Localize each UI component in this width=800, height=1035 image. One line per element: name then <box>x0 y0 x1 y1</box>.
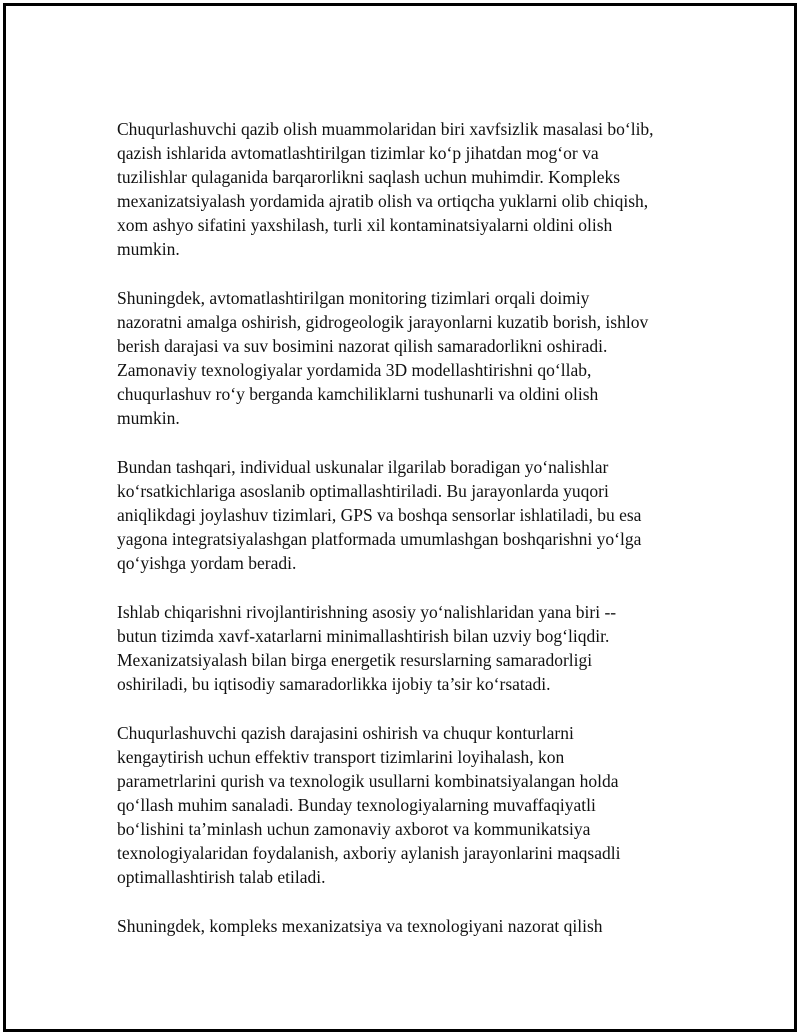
paragraph-1: Chuqurlashuvchi qazib olish muammolaridan biri xavfsizlik masalasi bo‘lib, qazish ishlarida avtomatlashtirilgan tizimlar ko‘p jihatdan mog‘or va tuzilishlar qulaganida barqarorlikni saqlash uchun muhimdir. Kompleks mexanizatsiyalash yordamida ajratib olish va ortiqcha yuklarni olib chiqish, xom ashyo sifatini yaxshilash, turli xil kontaminatsiyalarni oldini olish mumkin. <box>117 119 654 259</box>
paragraph-6: Shuningdek, kompleks mexanizatsiya va texnologiyani nazorat qilish <box>117 916 603 936</box>
paragraph-2: Shuningdek, avtomatlashtirilgan monitoring tizimlari orqali doimiy nazoratni amalga oshirish, gidrogeologik jarayonlarni kuzatib borish, ishlov berish darajasi va suv bosimini nazorat qilish samaradorlikni oshiradi. Zamonaviy texnologiyalar yordamida 3D modellashtirishni qo‘llab, chuqurlashuv ro‘y berganda kamchiliklarni tushunarli va oldini olish mumkin. <box>117 288 649 428</box>
paragraph-5: Chuqurlashuvchi qazish darajasini oshirish va chuqur konturlarni kengaytirish uchun effektiv transport tizimlarini loyihalash, kon parametrlarini qurish va texnologik usullarni kombinatsiyalangan holda qo‘llash muhim sanaladi. Bunday texnologiyalarning muvaffaqiyatli bo‘lishini ta’minlash uchun zamonaviy axborot va kommunikatsiya texnologiyalaridan foydalanish, axboriy aylanish jarayonlarini maqsadli optimallashtirish talab etiladi. <box>117 723 621 887</box>
paragraph-3: Bundan tashqari, individual uskunalar ilgarilab boradigan yo‘nalishlar ko‘rsatkichlariga asoslanib optimallashtiriladi. Bu jarayonlarda yuqori aniqlikdagi joylashuv tizimlari, GPS va boshqa sensorlar ishlatiladi, bu esa yagona integratsiyalashgan platformada umumlashgan boshqarishni yo‘lga qo‘yishga yordam beradi. <box>117 457 642 573</box>
paragraph-4: Ishlab chiqarishni rivojlantirishning asosiy yo‘nalishlaridan yana biri -- butun tizimda xavf-xatarlarni minimallashtirish bilan uzviy bog‘liqdir. Mexanizatsiyalash bilan birga energetik resurslarning samaradorligi oshiriladi, bu iqtisodiy samaradorlikka ijobiy ta’sir ko‘rsatadi. <box>117 602 617 694</box>
